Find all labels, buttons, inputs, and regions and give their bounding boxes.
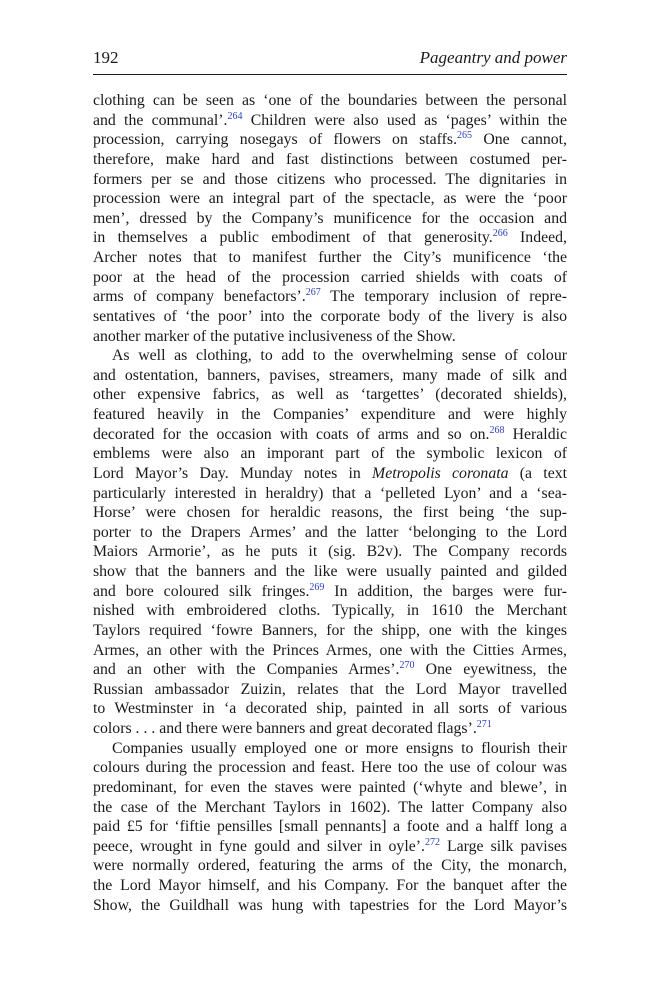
text-line: paid £5 for ‘fiftie pensilles [small pennants] a foote and a halff long a	[93, 818, 567, 836]
text-line: procession were an integral part of the spectacle, as were the ‘poor	[93, 190, 567, 208]
text-line: another marker of the putative inclusiveness of the Show.	[93, 327, 456, 345]
text-line: men’, dressed by the Company’s munificence for the occasion and	[93, 209, 567, 227]
text-line: the case of the Merchant Taylors in 1602). The latter Company also	[93, 798, 567, 816]
text-line: colors . . . and there were banners and great decorated flags’.$^{271}$	[93, 719, 492, 737]
footnote-ref-268[interactable]: 268	[489, 424, 505, 436]
footnote-ref-266[interactable]: 266	[492, 228, 508, 240]
text-line: Armes, an other with the Princes Armes, one with the Citties Armes,	[93, 641, 567, 659]
paragraph-3	[93, 739, 567, 916]
text-line: Horse’ were chosen for heraldic reasons, the first being ‘the sup-	[93, 504, 567, 522]
text-line: were normally ordered, featuring the arms of the City, the monarch,	[93, 857, 567, 875]
text-line: poor at the head of the procession carried shields with coats of	[93, 268, 567, 286]
text-line: Maiors Armorie’, as he puts it (sig. B2v). The Company records	[93, 543, 567, 561]
text-line: Archer notes that to manifest further the City’s munificence ‘the	[93, 249, 567, 266]
text-line: Russian ambassador Zuizin, relates that the Lord Mayor travelled	[93, 680, 567, 698]
footnote-ref-267[interactable]: 267	[305, 287, 321, 299]
text-line: predominant, for even the staves were painted (‘whyte and blewe’, in	[93, 778, 567, 796]
text-line: decorated for the occasion with coats of arms and so on.$^{268}$ Heraldic	[93, 424, 567, 443]
text-line: particularly interested in heraldry) that a ‘pelleted Lyon’ and a ‘sea-	[93, 484, 567, 502]
text-line: and the communal’.$^{264}$ Children were also used as ‘pages’ within the	[93, 110, 567, 129]
footnote-ref-264[interactable]: 264	[227, 110, 243, 122]
text-line: emblems were also an imporant part of the symbolic lexicon of	[93, 445, 567, 463]
italic-title: Metropolis coronata	[372, 464, 509, 482]
header-rule	[93, 74, 567, 75]
footnote-ref-272[interactable]: 272	[424, 836, 440, 848]
text-line: to Westminster in ‘a decorated ship, painted in all sorts of various	[93, 700, 567, 718]
footnote-ref-270[interactable]: 270	[399, 660, 415, 672]
text-line: other expensive fabrics, as well as ‘targettes’ (decorated shields),	[93, 386, 567, 404]
text-line: peece, wrought in fyne gould and silver in oyle’.$^{272}$ Large silk pavises	[93, 836, 567, 855]
text-line: and an other with the Companies Armes’.$^{270}$ One eyewitness, the	[93, 660, 567, 679]
running-head	[93, 48, 567, 72]
text-line: the Lord Mayor himself, and his Company. For the banquet after the	[93, 877, 567, 894]
text-line: sentatives of ‘the poor’ into the corporate body of the livery is also	[93, 307, 567, 325]
footnote-ref-269[interactable]: 269	[309, 581, 325, 593]
text-line: Taylors required ‘fowre Banners, for the shipp, one with the kinges	[93, 621, 567, 639]
text-line: and ostentation, banners, pavises, streamers, many made of silk and	[93, 366, 567, 384]
text-line: featured heavily in the Companies’ expenditure and were highly	[93, 406, 567, 423]
page-number: 192	[93, 48, 119, 67]
text-line: formers per se and those citizens who processed. The dignitaries in	[93, 170, 567, 188]
body-text	[93, 91, 567, 915]
text-line: therefore, make hard and fast distinctions between costumed per-	[93, 150, 567, 168]
text-line: in themselves a public embodiment of that generosity.$^{266}$ Indeed,	[93, 228, 567, 247]
text-line: show that the banners and the like were usually painted and gilded	[93, 563, 567, 580]
text-line: and bore coloured silk fringes.$^{269}$ In addition, the barges were fur-	[93, 581, 567, 600]
footnote-ref-265[interactable]: 265	[457, 130, 473, 142]
text-line: As well as clothing, to add to the overwhelming sense of colour	[112, 347, 567, 365]
text-line: porter to the Drapers Armes’ and the latter ‘belonging to the Lord	[93, 523, 567, 541]
paragraph-2	[93, 346, 567, 739]
text-line: clothing can be seen as ‘one of the boundaries between the personal	[93, 92, 567, 109]
text-line: colours during the procession and feast. Here too the use of colour was	[93, 759, 567, 777]
paragraph-1	[93, 91, 567, 346]
text-line: Lord Mayor’s Day. Munday notes in Metropolis coronata (a text	[93, 464, 567, 482]
text-line: arms of company benefactors’.$^{267}$ The temporary inclusion of repre-	[93, 287, 567, 306]
running-title: Pageantry and power	[419, 48, 567, 67]
text-line: nished with embroidered cloths. Typically, in 1610 the Merchant	[93, 602, 567, 620]
book-page	[93, 48, 567, 915]
text-line: Companies usually employed one or more ensigns to flourish their	[112, 739, 567, 757]
text-line: procession, carrying nosegays of flowers on staffs.$^{265}$ One cannot,	[93, 130, 567, 149]
text-line: Show, the Guildhall was hung with tapestries for the Lord Mayor’s	[93, 896, 567, 914]
footnote-ref-271[interactable]: 271	[476, 719, 492, 730]
